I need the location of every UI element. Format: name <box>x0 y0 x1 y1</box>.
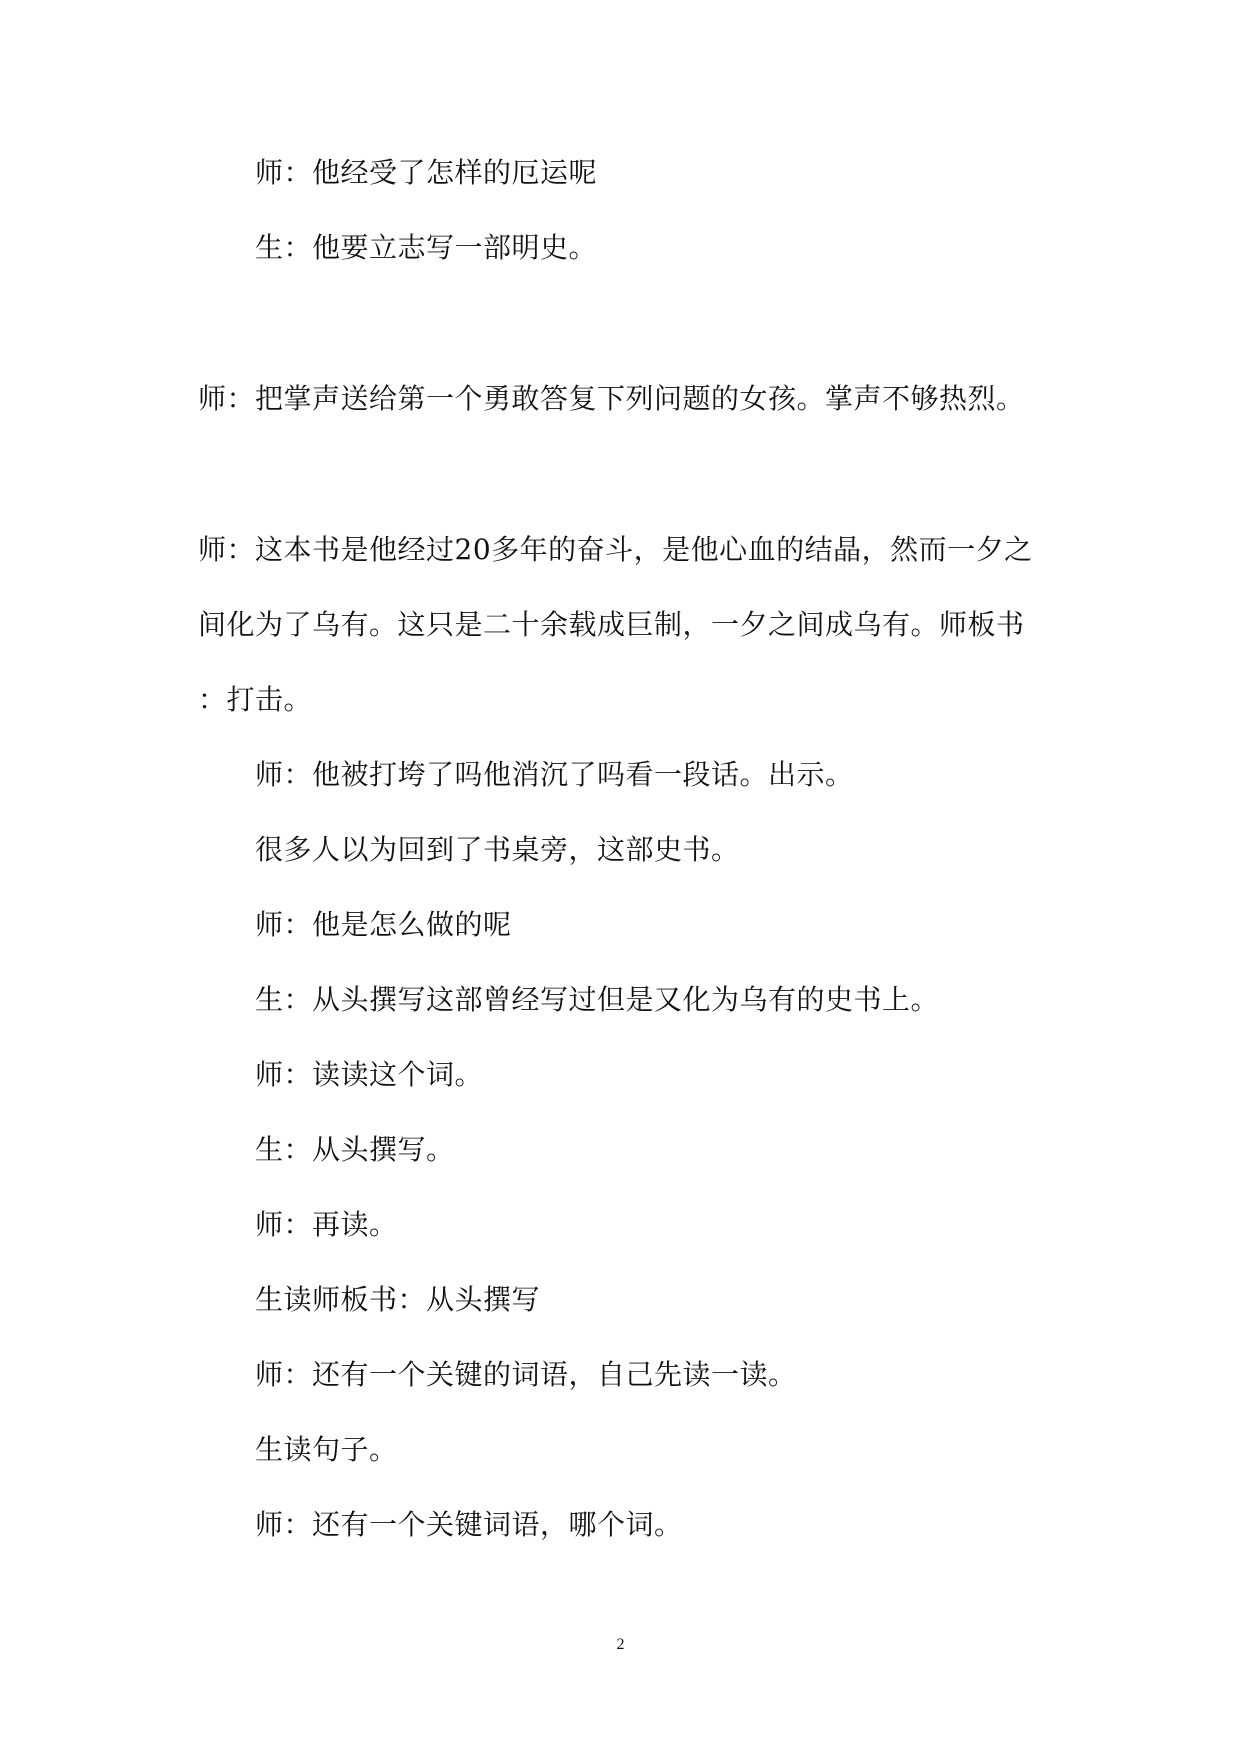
text-line: ：打击。 <box>198 683 313 716</box>
text-line: 师：这本书是他经过20多年的奋斗，是他心血的结晶，然而一夕之 <box>198 533 1033 566</box>
page-number: 2 <box>616 1636 625 1653</box>
text-line: 很多人以为回到了书桌旁，这部史书。 <box>255 833 740 866</box>
text-line: 师：读读这个词。 <box>255 1058 484 1091</box>
text-line: 生：从头撰写。 <box>255 1133 455 1166</box>
text-line: 师：把掌声送给第一个勇敢答复下列问题的女孩。掌声不够热烈。 <box>198 382 1025 415</box>
text-line: 生读句子。 <box>255 1433 398 1466</box>
text-line: 生：从头撰写这部曾经写过但是又化为乌有的史书上。 <box>255 983 940 1016</box>
text-line: 生：他要立志写一部明史。 <box>255 231 598 264</box>
text-line: 师：还有一个关键的词语，自己先读一读。 <box>255 1358 797 1391</box>
text-line: 间化为了乌有。这只是二十余载成巨制，一夕之间成乌有。师板书 <box>198 608 1025 641</box>
text-line: 师：他经受了怎样的厄运呢 <box>255 156 598 189</box>
text-line: 师：他被打垮了吗他消沉了吗看一段话。出示。 <box>255 758 854 791</box>
text-line: 师：他是怎么做的呢 <box>255 908 512 941</box>
text-line: 生读师板书：从头撰写 <box>255 1283 541 1316</box>
text-line: 师：再读。 <box>255 1208 398 1241</box>
text-line: 师：还有一个关键词语，哪个词。 <box>255 1508 683 1541</box>
